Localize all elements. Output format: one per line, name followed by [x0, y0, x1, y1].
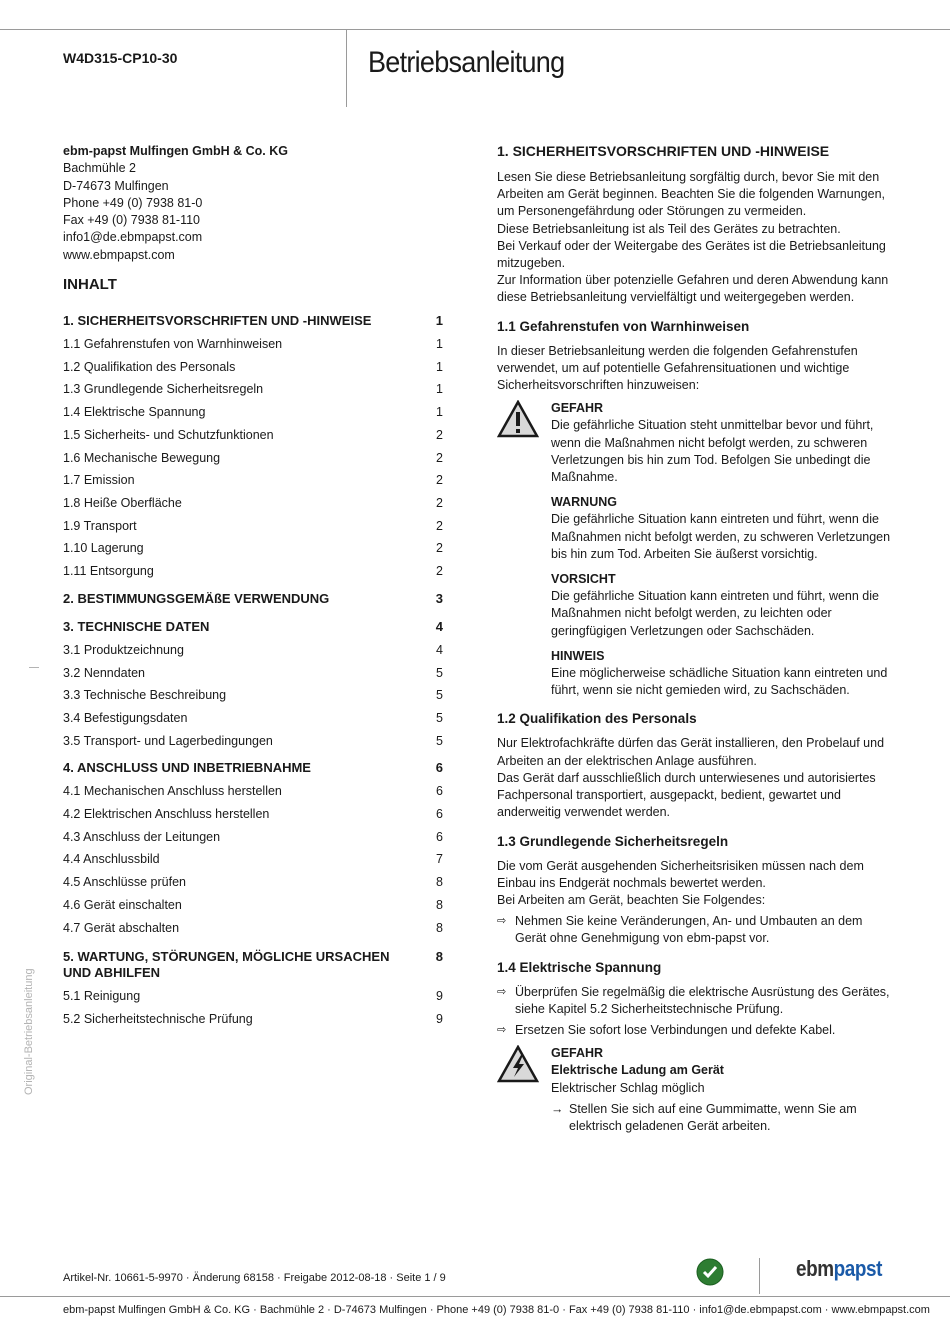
logo-separator	[759, 1258, 760, 1294]
toc-entry-title: 1.2 Qualifikation des Personals	[63, 359, 236, 374]
section-1-2-text: Nur Elektrofachkräfte dürfen das Gerät installieren, den Probelauf und Arbeiten an der elektrischen Anlage ausführen. Das Gerät darf ausschließlich durch unterwiesenes und autorisiertes Fachpersonal transportiert, ausgepackt, bedient, gewartet und anderweitig verwendet werden.	[497, 736, 885, 820]
arrow-bullet-icon: ⇨	[497, 985, 507, 998]
toc-entry-title: 3.2 Nenndaten	[63, 665, 146, 680]
hazard-level-name: WARNUNG	[551, 495, 617, 510]
header-separator	[346, 29, 347, 107]
section-1-4-title: 1.4 Elektrische Spannung	[497, 959, 662, 975]
toc-section	[63, 309, 443, 333]
toc-entry-page: 1	[436, 337, 443, 352]
toc-entry-page: 6	[436, 784, 443, 799]
toc-item	[63, 917, 443, 940]
toc-item	[63, 1008, 443, 1031]
toc-entry-title: 4.6 Gerät einschalten	[63, 897, 182, 912]
electrical-hazard	[497, 1045, 892, 1135]
bullet-item	[497, 1022, 892, 1039]
hazard-subtitle: Elektrische Ladung am Gerät	[551, 1063, 724, 1078]
toc-entry-title: 3.4 Befestigungsdaten	[63, 710, 188, 725]
arrow-bullet-icon: ⇨	[497, 1023, 507, 1036]
toc-item	[63, 333, 443, 356]
toc-section	[63, 587, 443, 611]
article-info: Artikel-Nr. 10661-5-9970 · Änderung 68158 · Freigabe 2012-08-18 · Seite 1 / 9	[63, 1272, 446, 1284]
toc-entry-title: 4.1 Mechanischen Anschluss herstellen	[63, 784, 282, 799]
hazard-level-text: Die gefährliche Situation kann eintreten und führt, wenn die Maßnahmen nicht befolgt werden, zu leichten oder geringfügigen Verletzungen oder Sachschäden.	[551, 589, 879, 638]
email-line: info1@de.ebmpapst.com	[63, 230, 203, 245]
toc-entry-page: 8	[435, 949, 443, 965]
toc-entry-title: 3. TECHNISCHE DATEN	[63, 618, 210, 634]
toc-entry-page: 2	[436, 473, 443, 488]
hazard-text: Elektrischer Schlag möglich	[551, 1080, 705, 1095]
toc-entry-title: 1.11 Entsorgung	[63, 564, 154, 579]
hazard-level-name: GEFAHR	[551, 401, 604, 416]
address-block	[63, 143, 443, 264]
toc-entry-title: 1.6 Mechanische Bewegung	[63, 450, 221, 465]
ebmpapst-logo: ebmpapst	[796, 1256, 882, 1281]
toc-section	[63, 949, 443, 981]
hazard-action-text: Stellen Sie sich auf eine Gummimatte, wenn Sie am elektrisch geladenen Gerät arbeiten.	[569, 1101, 857, 1133]
toc-item	[63, 848, 443, 871]
toc-item	[63, 560, 443, 583]
toc-item	[63, 401, 443, 424]
hazard-level-name: VORSICHT	[551, 572, 616, 587]
toc-entry-page: 4	[435, 618, 443, 634]
toc-item	[63, 985, 443, 1008]
footer-address: ebm-papst Mulfingen GmbH & Co. KG · Bachmühle 2 · D-74673 Mulfingen · Phone +49 (0) 7938 81-0 · Fax +49 (0) 7938 81-110 · info1@de.ebmpapst.com · www.ebmpapst.com	[63, 1304, 930, 1316]
toc-entry-title: 4.4 Anschlussbild	[63, 852, 160, 867]
company-name: ebm-papst Mulfingen GmbH & Co. KG	[63, 144, 288, 158]
hazard-action	[551, 1101, 892, 1135]
address-line: D-74673 Mulfingen	[63, 178, 169, 193]
toc-entry-page: 5	[436, 688, 443, 703]
toc-entry-title: 3.3 Technische Beschreibung	[63, 688, 227, 703]
margin-tick	[29, 667, 39, 668]
toc-entry-title: 5.2 Sicherheitstechnische Prüfung	[63, 1011, 253, 1026]
fax-line: Fax +49 (0) 7938 81-110	[63, 213, 201, 228]
arrow-right-icon: →	[551, 1101, 564, 1116]
toc-entry-page: 7	[436, 852, 443, 867]
toc-entry-title: 1. SICHERHEITSVORSCHRIFTEN UND -HINWEISE	[63, 313, 372, 329]
sidebar-label: Original-Betriebsanleitung	[23, 968, 35, 1095]
toc-entry-page: 2	[436, 496, 443, 510]
toc-entry-page: 8	[436, 920, 443, 935]
toc-item	[63, 356, 443, 379]
toc-item	[63, 492, 443, 515]
greentech-badge-icon	[696, 1258, 724, 1286]
hazard-level-text: Eine möglicherweise schädliche Situation kann eintreten und führt, wenn sie nicht gemieden wird, zu Sachschäden.	[551, 666, 888, 698]
bullet-text: Nehmen Sie keine Veränderungen, An- und Umbauten an dem Gerät ohne Genehmigung von ebm-papst vor.	[515, 914, 863, 946]
toc-entry-page: 3	[435, 590, 443, 606]
toc-entry-page: 9	[436, 989, 443, 1004]
toc-entry-title: 1.5 Sicherheits- und Schutzfunktionen	[63, 427, 274, 442]
toc-entry-page: 2	[436, 518, 443, 533]
toc-entry-title: 5.1 Reinigung	[63, 989, 141, 1004]
toc-entry-title: 1.3 Grundlegende Sicherheitsregeln	[63, 382, 264, 397]
toc-entry-title: 3.1 Produktzeichnung	[63, 642, 184, 657]
toc-entry-title: 1.8 Heiße Oberfläche	[63, 496, 182, 510]
toc-entry-page: 6	[436, 829, 443, 844]
bullet-item	[497, 984, 892, 1018]
document-title: Betriebsanleitung	[368, 46, 565, 79]
toc-item	[63, 826, 443, 849]
toc-item	[63, 684, 443, 707]
section-1-1-intro: In dieser Betriebsanleitung werden die folgenden Gefahrenstufen verwendet, um auf potentielle Gefahrensituationen und wichtige Sicherheitsvorschriften hinzuweisen:	[497, 343, 858, 393]
toc-entry-page: 5	[436, 665, 443, 680]
toc-item	[63, 780, 443, 803]
toc-title: INHALT	[63, 276, 117, 294]
bullet-item	[497, 913, 892, 947]
toc-item	[63, 803, 443, 826]
toc-entry-title: 2. BESTIMMUNGSGEMÄßE VERWENDUNG	[63, 590, 330, 606]
toc-entry-title: 4.2 Elektrischen Anschluss herstellen	[63, 807, 270, 822]
toc-item	[63, 871, 443, 894]
toc-item	[63, 662, 443, 685]
toc-entry-title: 4.5 Anschlüsse prüfen	[63, 875, 186, 890]
warning-triangle-icon	[497, 400, 551, 699]
toc-entry-title: 4. ANSCHLUSS UND INBETRIEBNAHME	[63, 760, 311, 776]
electrical-hazard-text	[551, 1045, 892, 1135]
bullet-text: Überprüfen Sie regelmäßig die elektrische Ausrüstung des Gerätes, siehe Kapitel 5.2 Sicherheitstechnische Prüfung.	[515, 984, 890, 1016]
hazard-level-list	[551, 400, 892, 699]
toc-entry-page: 5	[436, 710, 443, 725]
toc-entry-title: 4.3 Anschluss der Leitungen	[63, 829, 221, 844]
toc-section	[63, 615, 443, 639]
toc-entry-page: 6	[435, 760, 443, 776]
hazard-level-name: HINWEIS	[551, 648, 605, 663]
bullet-text: Ersetzen Sie sofort lose Verbindungen und defekte Kabel.	[515, 1022, 836, 1037]
toc-entry-page: 4	[436, 642, 443, 657]
toc-entry-title: 1.7 Emission	[63, 473, 135, 488]
toc-entry-page: 2	[436, 427, 443, 442]
toc-item	[63, 424, 443, 447]
toc-entry-title: 1.4 Elektrische Spannung	[63, 405, 206, 420]
toc-entry-title: 5. WARTUNG, STÖRUNGEN, MÖGLICHE URSACHEN UND ABHILFEN	[63, 949, 390, 981]
arrow-bullet-icon: ⇨	[497, 915, 507, 928]
toc-item	[63, 894, 443, 917]
toc-entry-page: 1	[436, 405, 443, 420]
section-1-title: 1. SICHERHEITSVORSCHRIFTEN UND -HINWEISE	[497, 143, 830, 159]
toc-entry-page: 8	[436, 875, 443, 890]
toc-entry-title: 4.7 Gerät abschalten	[63, 920, 180, 935]
phone-line: Phone +49 (0) 7938 81-0	[63, 195, 203, 210]
left-column	[63, 143, 443, 1031]
toc-item	[63, 730, 443, 753]
toc-entry-page: 1	[436, 382, 443, 397]
section-1-3-text: Die vom Gerät ausgehenden Sicherheitsrisiken müssen nach dem Einbau ins Endgerät nochmals bewertet werden. Bei Arbeiten am Gerät, beachten Sie Folgendes:	[497, 858, 864, 907]
toc-entry-page: 9	[436, 1011, 443, 1026]
section-1-1-title: 1.1 Gefahrenstufen von Warnhinweisen	[497, 318, 750, 334]
toc-entry-page: 1	[436, 359, 443, 374]
toc-item	[63, 378, 443, 401]
toc-item	[63, 639, 443, 662]
toc-item	[63, 707, 443, 730]
toc-entry-title: 3.5 Transport- und Lagerbedingungen	[63, 733, 273, 748]
hazard-level-text: Die gefährliche Situation kann eintreten und führt, wenn die Maßnahmen nicht befolgt werden, zu schweren Verletzungen bis hin zum Tod. Arbeiten Sie äußerst vorsichtig.	[551, 512, 891, 561]
section-1-intro: Lesen Sie diese Betriebsanleitung sorgfältig durch, bevor Sie mit den Arbeiten am Gerät beginnen. Beachten Sie die folgenden Warnungen, um Personengefährdung oder Störungen zu vermeiden. Diese Betriebsanleitung ist als Teil des Gerätes zu betrachten. Bei Verkauf oder der Weitergabe des Gerätes ist die Betriebsanleitung mitzugeben. Zur Information über potenzielle Gefahren und deren Abwendung kann diese Betriebsanleitung vervielfältigt und weitergegeben werden.	[497, 170, 889, 305]
toc-entry-page: 5	[436, 733, 443, 748]
table-of-contents	[63, 309, 443, 1031]
toc-item	[63, 447, 443, 470]
toc-entry-title: 1.1 Gefahrenstufen von Warnhinweisen	[63, 337, 283, 352]
footer-rule	[0, 1296, 950, 1297]
model-number: W4D315-CP10-30	[63, 50, 178, 66]
toc-entry-page: 8	[436, 897, 443, 912]
toc-entry-page: 1	[435, 313, 443, 329]
toc-section	[63, 756, 443, 780]
section-1-3-title: 1.3 Grundlegende Sicherheitsregeln	[497, 833, 729, 849]
header-rule	[0, 29, 950, 30]
toc-entry-page: 2	[436, 541, 443, 556]
toc-entry-title: 1.9 Transport	[63, 518, 137, 533]
website-line: www.ebmpapst.com	[63, 247, 175, 262]
section-1-2-title: 1.2 Qualifikation des Personals	[497, 711, 697, 727]
address-line: Bachmühle 2	[63, 161, 136, 176]
right-column	[497, 143, 892, 1135]
toc-entry-title: 1.10 Lagerung	[63, 541, 144, 556]
toc-entry-page: 2	[436, 450, 443, 465]
toc-item	[63, 515, 443, 538]
hazard-level-name: GEFAHR	[551, 1046, 604, 1061]
electric-shock-icon	[497, 1045, 551, 1135]
toc-entry-page: 2	[436, 564, 443, 579]
toc-entry-page: 6	[436, 807, 443, 822]
hazard-levels	[497, 400, 892, 699]
hazard-level-text: Die gefährliche Situation steht unmittelbar bevor und führt, wenn die Maßnahmen nicht befolgt werden, zu schweren Verletzungen bis hin zum Tod. Befolgen Sie unbedingt die Maßnahme.	[551, 418, 874, 485]
toc-item	[63, 469, 443, 492]
toc-item	[63, 537, 443, 560]
